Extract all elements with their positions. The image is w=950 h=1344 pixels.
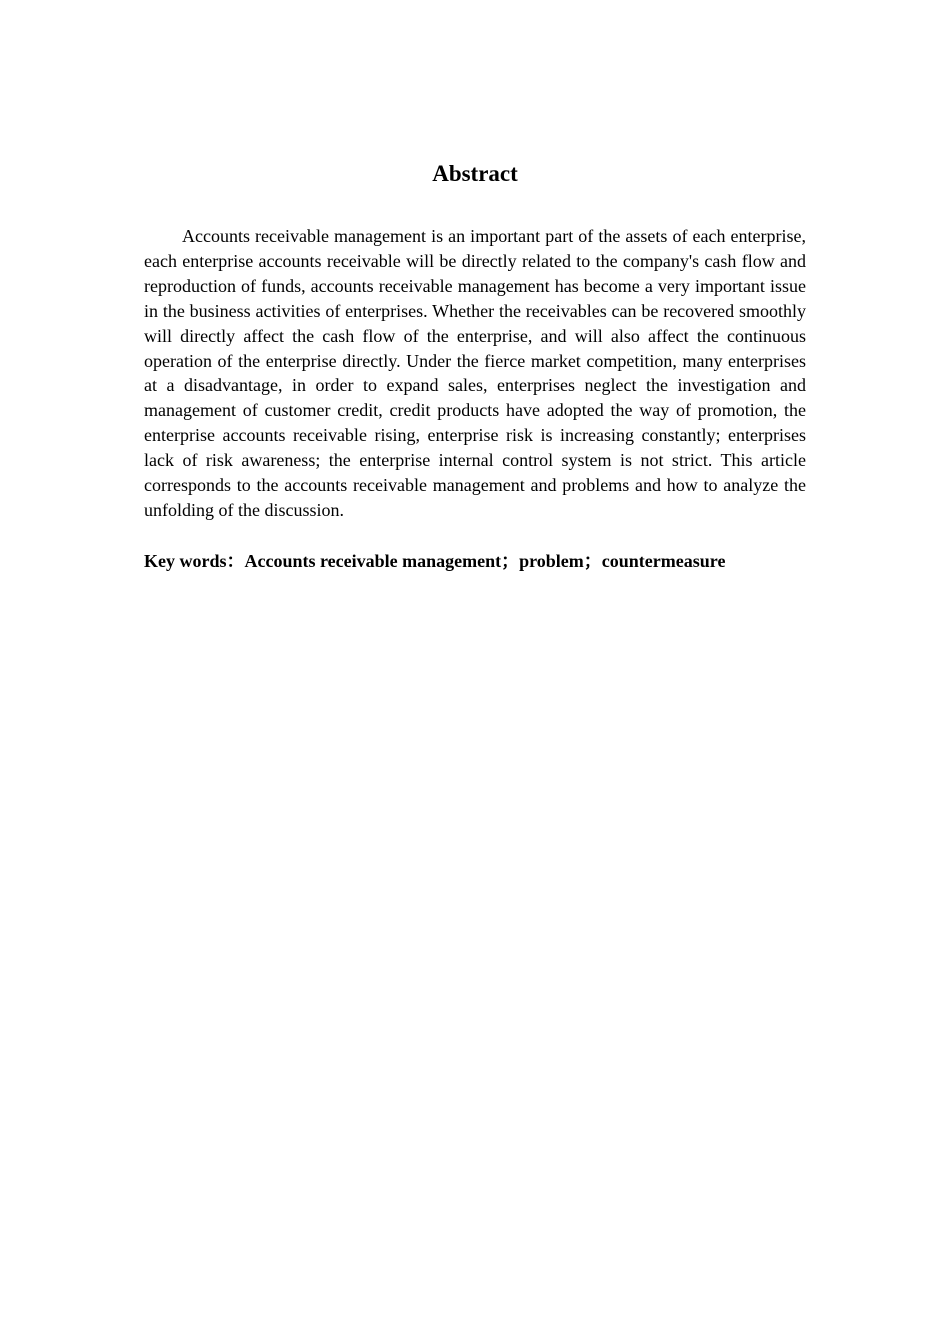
keywords-line (144, 549, 806, 573)
keyword-item: countermeasure (601, 550, 726, 571)
abstract-title: Abstract (432, 161, 518, 186)
keywords-label: Key words： (144, 550, 245, 571)
abstract-paragraph: Accounts receivable management is an important part of the assets of each enterprise, each enterprise accounts receivable will be directly related to the company's cash flow and reproduction of funds, accounts receivable management has become a very important issue in the business activities of enterprises. Whether the receivables can be recovered smoothly will directly affect the cash flow of the enterprise, and will also affect the continuous operation of the enterprise directly. Under the fierce market competition, many enterprises at a disadvantage, in order to expand sales, enterprises neglect the investigation and management of customer credit, credit products have adopted the way of promotion, the enterprise accounts receivable rising, enterprise risk is increasing constantly; enterprises lack of risk awareness; the enterprise internal control system is not strict. This article corresponds to the accounts receivable management and problems and how to analyze the unfolding of the discussion. (144, 226, 806, 520)
keyword-separator: ； (583, 550, 602, 571)
keyword-item: problem (519, 550, 584, 571)
keyword-item: Accounts receivable management (244, 550, 502, 571)
abstract-section (144, 156, 806, 573)
keyword-separator: ； (501, 550, 520, 571)
